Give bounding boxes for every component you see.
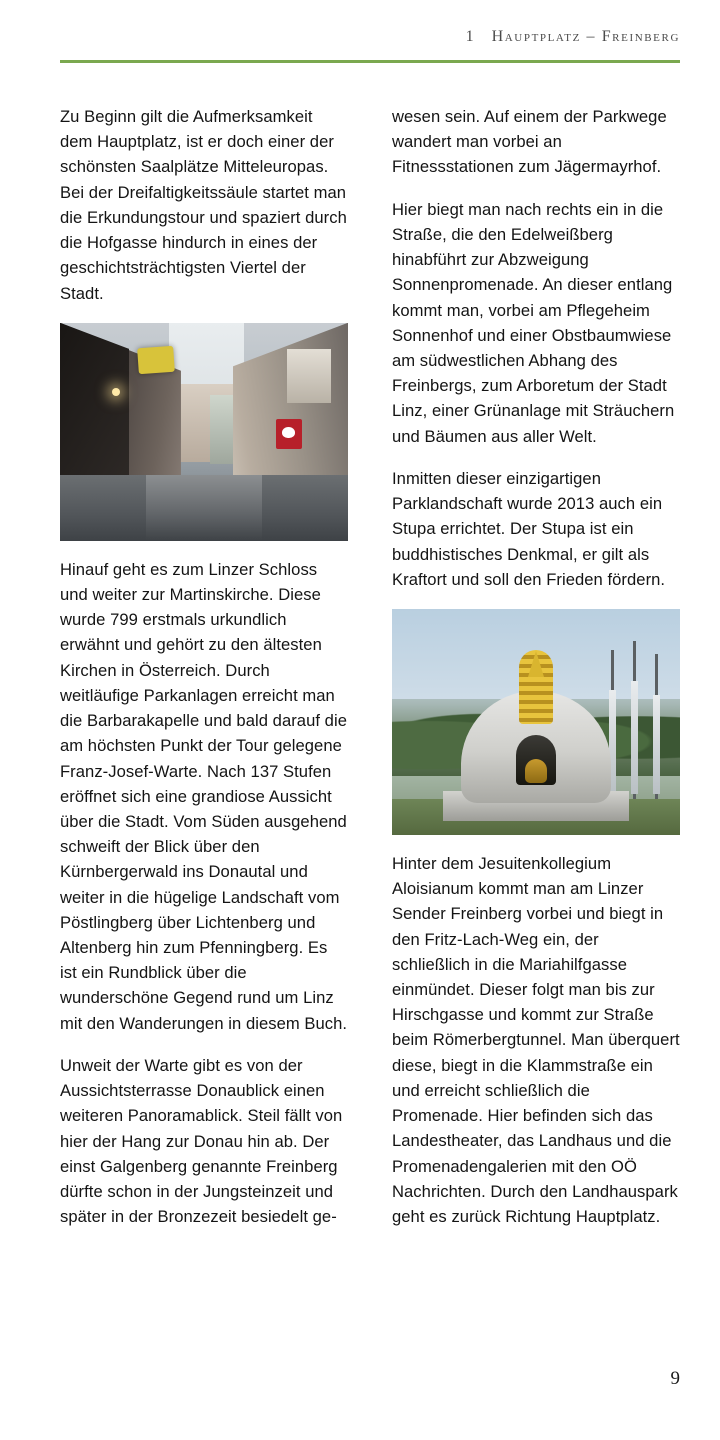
shop-sign-red-icon <box>276 419 302 449</box>
street-pavement <box>60 475 348 540</box>
running-head <box>466 28 680 46</box>
chapter-title: Hauptplatz – Freinberg <box>491 28 680 45</box>
column-left <box>60 104 348 1246</box>
stupa-tip <box>528 651 544 677</box>
paragraph-warte: Unweit der Warte gibt es von der Aussichtsterrasse Donaublick einen weiteren Panoramablick. Steil fällt von hier der Hang zur Donau hin ab. Der einst Galgenberg genannte Freinberg dürfte schon in der Jungsteinzeit und später in der Bronzezeit besiedelt ge- <box>60 1055 343 1227</box>
page-header <box>0 0 720 66</box>
shop-sign-yellow-icon <box>137 345 175 373</box>
paragraph-stupa: Inmitten dieser einzigartigen Parklandschaft wurde 2013 auch ein Stupa errichtet. Der Stupa ist ein buddhistisches Denkmal, er gilt als Kraftort und soll den Frieden fördern. <box>392 468 666 589</box>
photo-stupa <box>392 609 680 835</box>
paragraph-rueckweg: Hinter dem Jesuitenkollegium Aloisianum kommt man am Linzer Sender Freinberg vorbei und biegt in den Fritz-Lach-Weg ein, der schließlich in die Mariahilfgasse einmündet. Dieser folgt man bis zur Hirschgasse und kommt zur Straße beim Römerbergtunnel. Man überquert diese, biegt in die Klammstraße ein und erreicht schließlich die Promenade. Hier befinden sich das Landestheater, das Landhaus und die Promenadengalerien mit den OÖ Nachrichten. Durch den Landhauspark geht es zurück Richtung Hauptplatz. <box>392 853 680 1226</box>
header-rule <box>60 60 680 63</box>
paragraph-intro: Zu Beginn gilt die Aufmerksamkeit dem Hauptplatz, ist er doch einer der schönsten Saalplätze Mitteleuropas. Bei der Dreifaltigkeitssäule startet man die Erkundungstour und spaziert durch die Hofgasse hindurch in eines der geschichtsträchtigsten Viertel der Stadt. <box>60 107 347 303</box>
photo-stupa-artwork <box>392 609 680 835</box>
page-number: 9 <box>670 1368 680 1389</box>
street-lamp-icon <box>112 388 120 396</box>
flag-2 <box>631 681 638 794</box>
chapter-number: 1 <box>465 28 475 45</box>
photo-alley-artwork <box>60 323 348 541</box>
photo-alley <box>60 323 348 541</box>
awning <box>287 349 331 403</box>
paragraph-parkwege: wesen sein. Auf einem der Parkwege wandert man vorbei an Fitnessstationen zum Jägermayrhof. <box>392 107 667 177</box>
paragraph-arboretum: Hier biegt man nach rechts ein in die Straße, die den Edelweißberg hinabführt zur Abzweigung Sonnenpromenade. An dieser entlang kommt man, vorbei am Pflegeheim Sonnenhof und einer Obstbaumwiese am südwestlichen Abhang des Freinbergs, zum Arboretum der Stadt Linz, einer Grünanlage mit Sträuchern und Bäumen aus aller Welt. <box>392 199 675 446</box>
paragraph-schloss: Hinauf geht es zum Linzer Schloss und weiter zur Martinskirche. Diese wurde 799 erstmals urkundlich erwähnt und gehört zu den ältesten Kirchen in Österreich. Durch weitläufige Parkanlagen erreicht man die Barbarakapelle und bald darauf die am höchsten Punkt der Tour gelegene Franz-Josef-Warte. Nach 137 Stufen eröffnet sich eine grandiose Aussicht über die Stadt. Vom Süden ausgehend schweift der Blick über den Kürnbergerwald ins Donautal und weiter in die hügelige Landschaft vom Pöstlingberg über Lichtenberg und Altenberg hin zum Pfenningberg. Es ist ein Rundblick über die wunderschöne Gegend rund um Linz mit den Wanderungen in diesem Buch. <box>60 559 348 1033</box>
column-right <box>392 104 680 1246</box>
buddha-statue-icon <box>525 759 547 783</box>
flag-3 <box>653 695 660 794</box>
text-columns <box>60 104 680 1246</box>
